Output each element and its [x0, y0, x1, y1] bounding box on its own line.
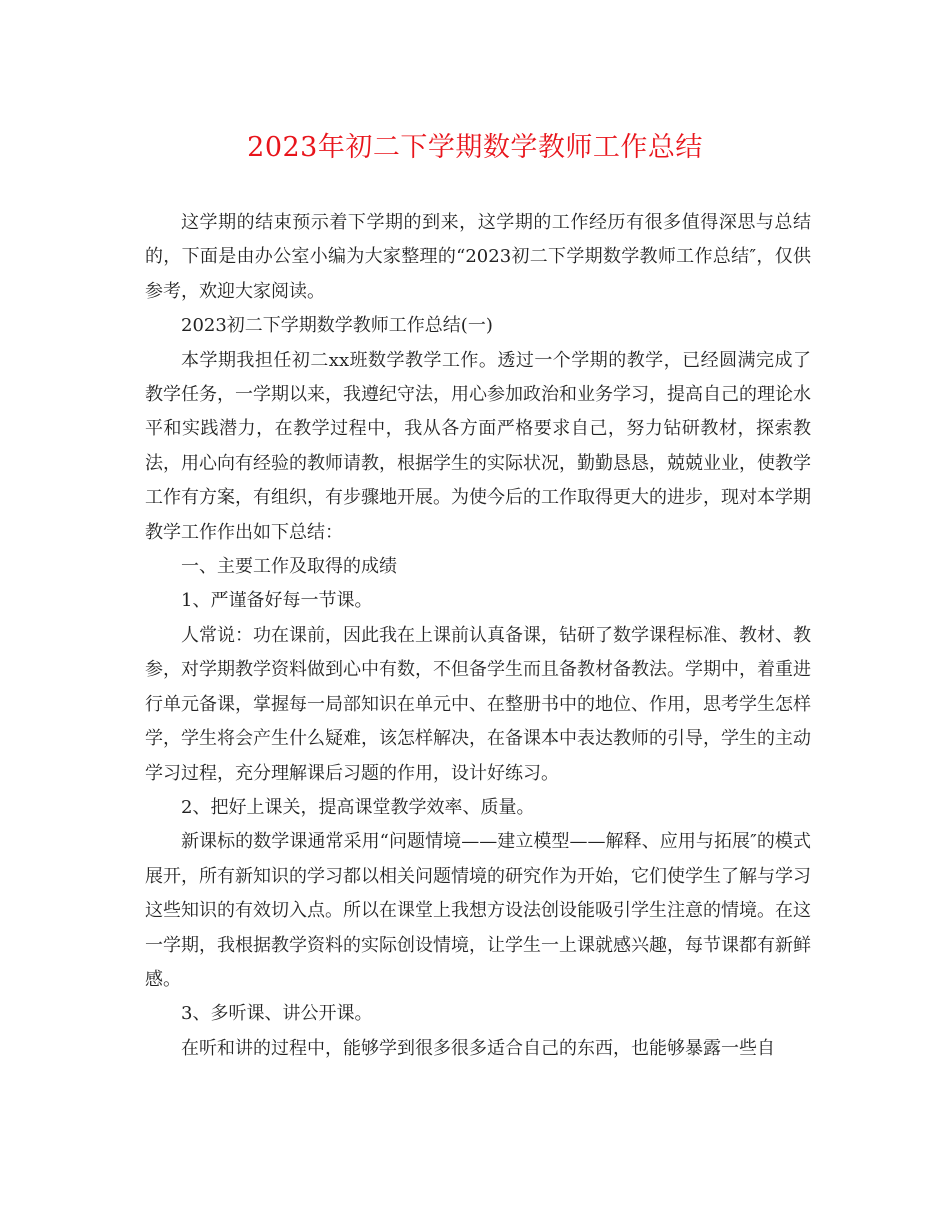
document-title: 2023年初二下学期数学教师工作总结: [247, 132, 703, 163]
section-heading-main-work: 一、主要工作及取得的成绩: [181, 556, 397, 578]
item-heading-observe-lessons: 3、多听课、讲公开课。: [181, 1003, 373, 1025]
paragraph-observe-lessons: 在听和讲的过程中，能够学到很多很多适合自己的东西，也能够暴露一些自: [181, 1037, 775, 1059]
paragraph-intro: 这学期的结束预示着下学期的到来，这学期的工作经历有很多值得深思与总结的，下面是由办公室小编为大家整理的“2023初二下学期数学教师工作总结″，仅供参考，欢迎大家阅读。: [145, 212, 811, 302]
paragraph-subtitle: 2023初二下学期数学教师工作总结(一): [181, 315, 493, 337]
item-heading-prepare-lessons: 1、严谨备好每一节课。: [181, 590, 373, 612]
paragraph-overview: 本学期我担任初二xx班数学教学工作。透过一个学期的教学，已经圆满完成了教学任务，一学期以来，我遵纪守法，用心参加政治和业务学习，提高自己的理论水平和实践潜力，在教学过程中，我从各方面严格要求自己，努力钻研教材，探索教法，用心向有经验的教师请教，根据学生的实际状况，勤勤恳恳，兢兢业业，使教学工作有方案，有组织，有步骤地开展。为使今后的工作取得更大的进步，现对本学期教学工作作出如下总结：: [145, 349, 811, 543]
document-body: [145, 206, 811, 1066]
paragraph-classroom: 新课标的数学课通常采用“问题情境——建立模型——解释、应用与拓展″的模式展开，所有新知识的学习都以相关问题情境的研究作为开始，它们使学生了解与学习这些知识的有效切入点。所以在课堂上我想方设法创设能吸引学生注意的情境。在这一学期，我根据教学资料的实际创设情境，让学生一上课就感兴趣，每节课都有新鲜感。: [145, 831, 811, 990]
paragraph-prepare-lessons: 人常说：功在课前，因此我在上课前认真备课，钻研了数学课程标准、教材、教参，对学期教学资料做到心中有数，不但备学生而且备教材备教法。学期中，着重进行单元备课，掌握每一局部知识在单元中、在整册书中的地位、作用，思考学生怎样学，学生将会产生什么疑难，该怎样解决，在备课本中表达教师的引导，学生的主动学习过程，充分理解课后习题的作用，设计好练习。: [145, 624, 811, 784]
item-heading-classroom: 2、把好上课关，提高课堂教学效率、质量。: [181, 796, 535, 818]
